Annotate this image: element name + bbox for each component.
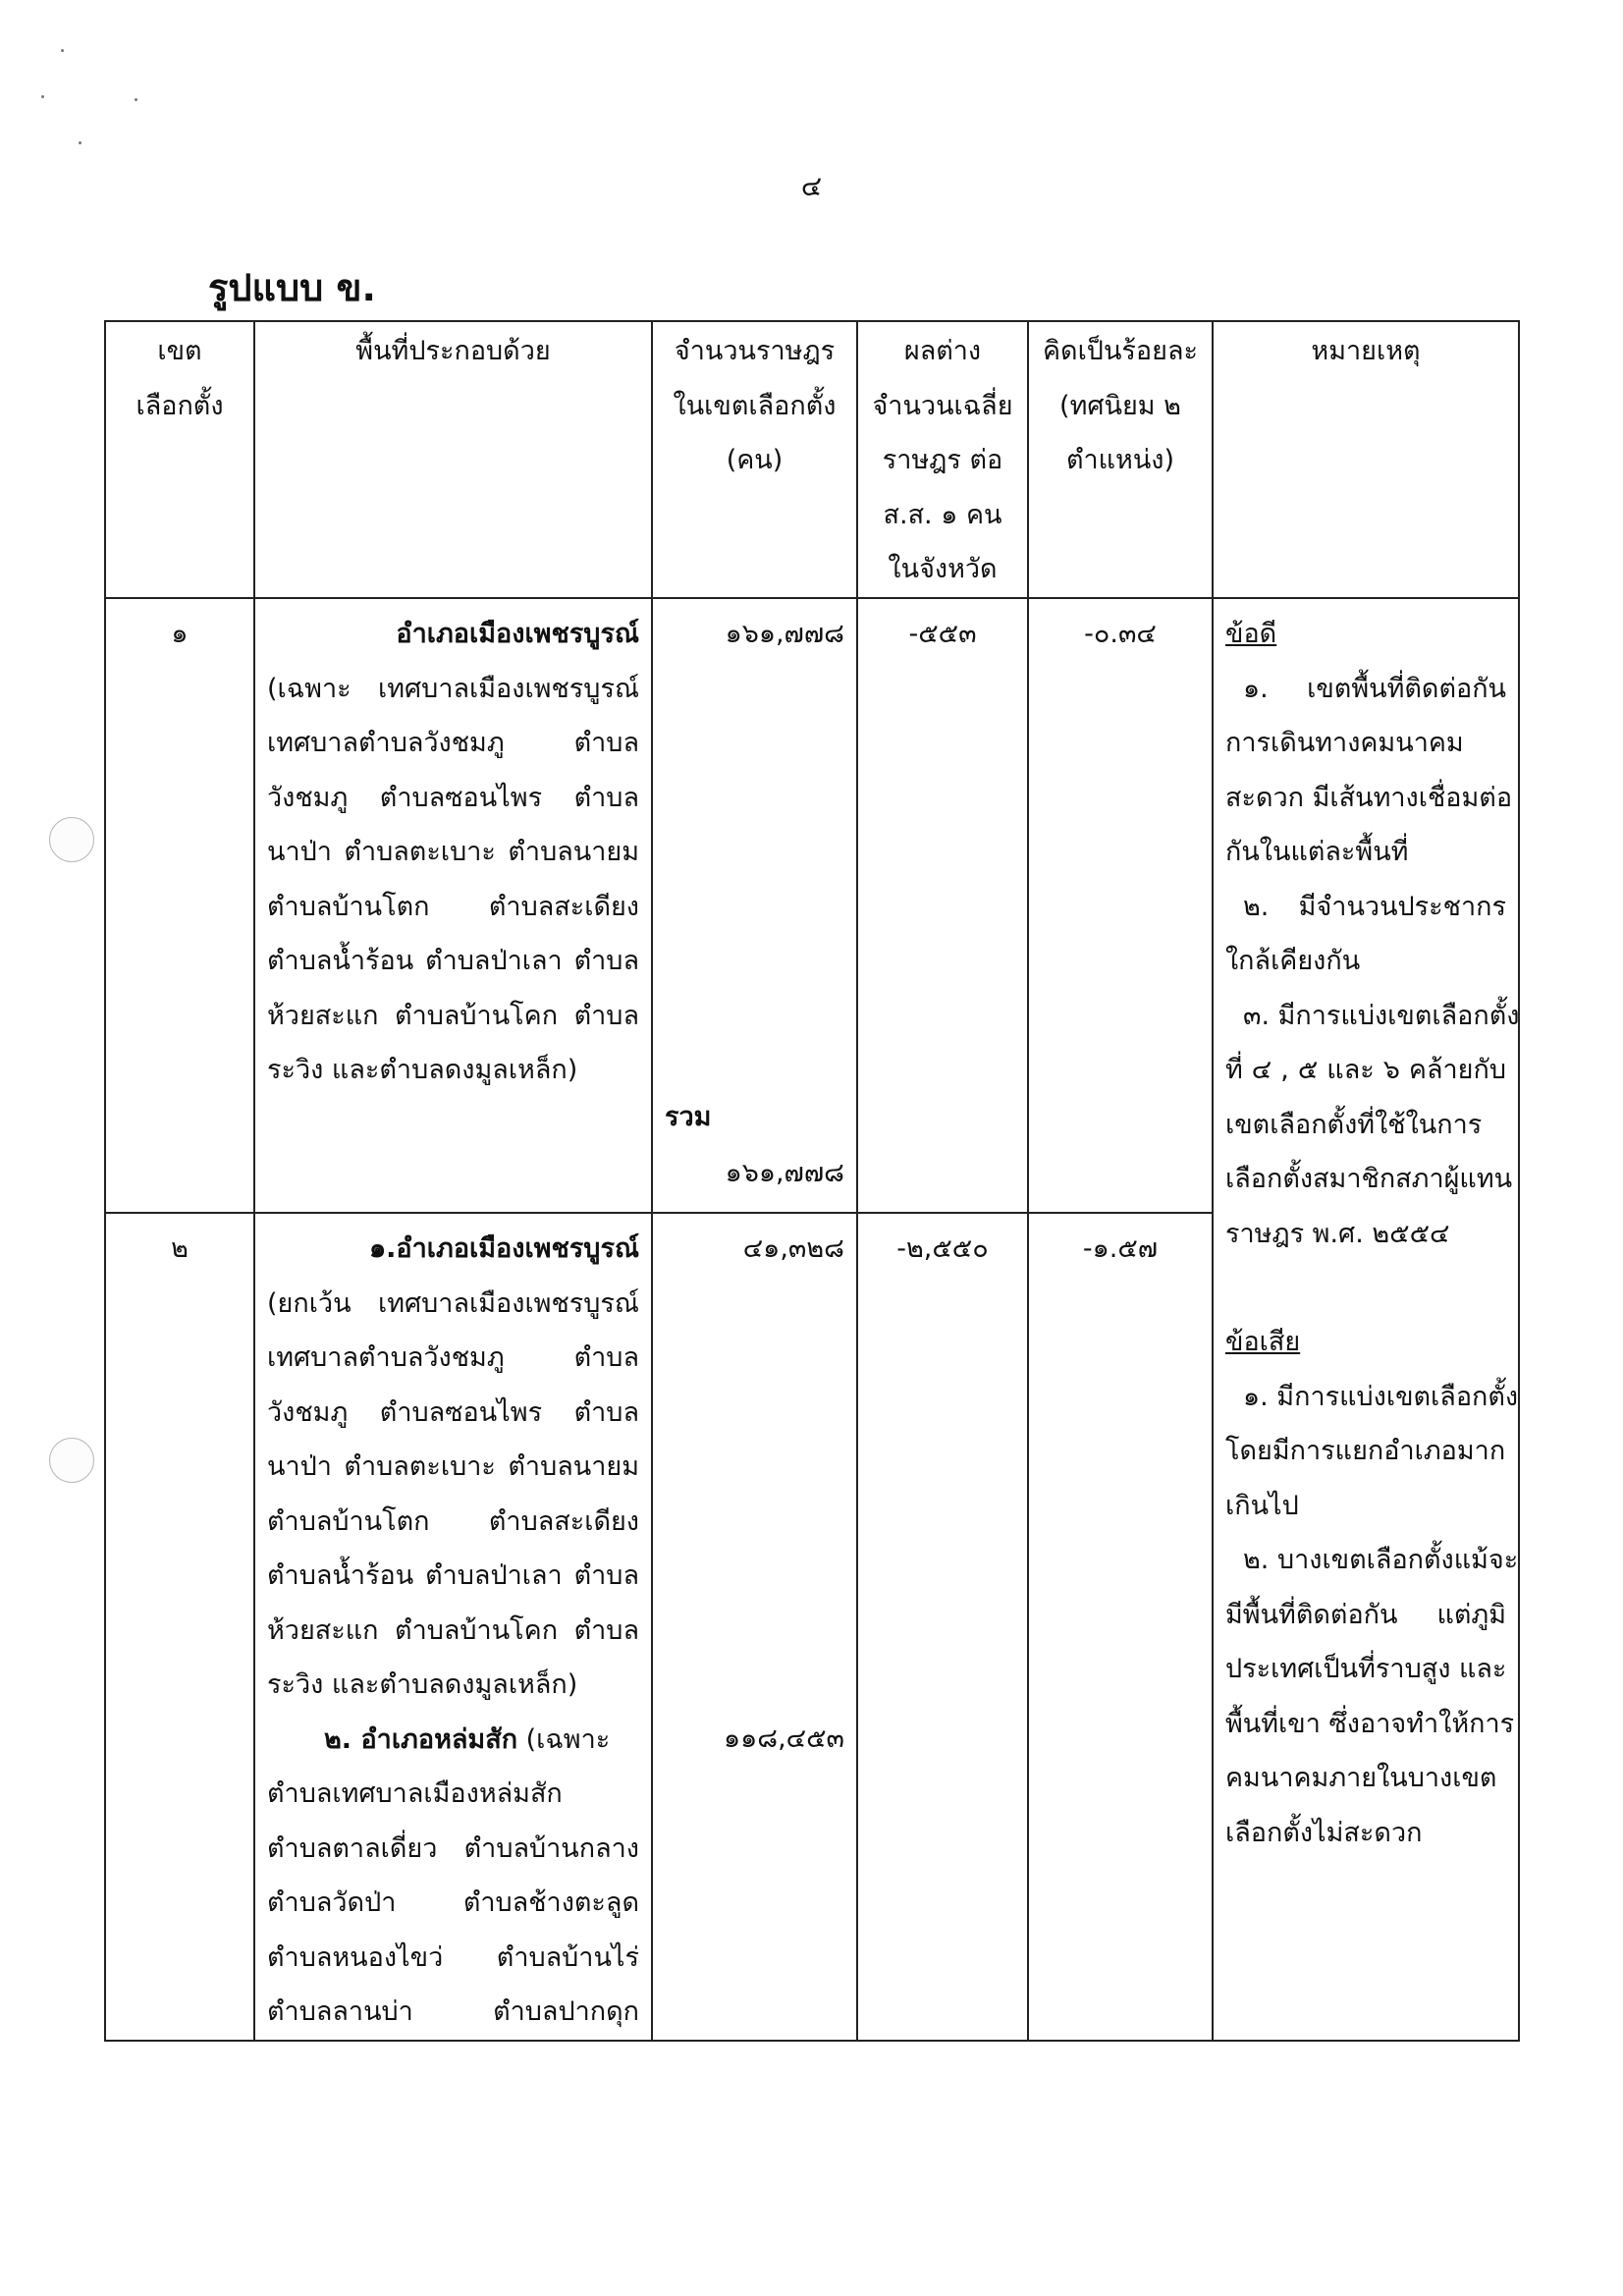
table-row xyxy=(105,598,1519,1213)
population-value: ๑๖๑,๗๗๘ xyxy=(725,619,844,649)
header-area: พื้นที่ประกอบด้วย xyxy=(254,321,652,598)
area2-title: ๒. อำเภอหล่มสัก (เฉพาะ xyxy=(324,1723,611,1755)
remarks-cell: ข้อดี ๑. เขตพื้นที่ติดต่อกัน การเดินทางคมนาคม สะดวก มีเส้นทางเชื่อมต่อ กันในแต่ละพื้นที่ ๒. มีจำนวนประชากร ใกล้เคียงกัน ๓. มีการแบ่งเขตเลือกตั้ง ที่ ๔ , ๕ และ ๖ คล้ายกับ เขตเลือกตั้งที่ใช้ในการ เลือกตั้งสมาชิกสภาผู้แทน ราษฎร พ.ศ. ๒๕๕๔ ข้อเสีย ๑. มีการแบ่งเขตเลือกตั้ง โดยมีการแยกอำเภอมาก เกินไป ๒. บางเขตเลือกตั้งแม้จะ มีพื้นที่ติดต่อกัน แต่ภูมิ ประเทศเป็นที่ราบสูง และ พื้นที่เขา ซึ่งอาจทำให้การ คมนาคมภายในบางเขต เลือกตั้งไม่สะดวก xyxy=(1213,598,1519,2041)
population-cell xyxy=(652,598,857,1213)
area-title: อำเภอเมืองเพชรบูรณ์ xyxy=(396,619,639,649)
table-header-row xyxy=(105,321,1519,598)
area-description: ๑.อำเภอเมืองเพชรบูรณ์ (ยกเว้น เทศบาลเมืองเพชรบูรณ์ เทศบาลตำบลวังชมภู ตำบล วังชมภู ตำบลซอนไพร ตำบล นาป่า ตำบลตะเบาะ ตำบลนายม ตำบลบ้านโตก ตำบลสะเดียง ตำบลน้ำร้อน ตำบลป่าเลา ตำบล ห้วยสะแก ตำบลบ้านโคก ตำบล ระวิง และตำบลดงมูลเหล็ก) ๒. อำเภอหล่มสัก (เฉพาะ ตำบลเทศบาลเมืองหล่มสัก ตำบลตาลเดี่ยว ตำบลบ้านกลาง ตำบลวัดป่า ตำบลช้างตะลูด ตำบลหนองไขว่ ตำบลบ้านไร่ ตำบลลานบ่า ตำบลปากดุก xyxy=(254,1213,652,2041)
header-district: เขต เลือกตั้ง xyxy=(105,321,254,598)
population-cell xyxy=(652,1213,857,2041)
header-remarks: หมายเหตุ xyxy=(1213,321,1519,598)
scan-speck xyxy=(61,49,64,52)
district-number: ๒ xyxy=(105,1213,254,2041)
pros-label: ข้อดี xyxy=(1225,619,1277,649)
difference-value: -๕๕๓ xyxy=(857,598,1028,1213)
header-percent: คิดเป็นร้อยละ (ทศนิยม ๒ ตำแหน่ง) xyxy=(1028,321,1213,598)
population-value: ๔๑,๓๒๘ xyxy=(742,1233,844,1264)
page-title: รูปแบบ ข. xyxy=(208,266,376,309)
punch-hole xyxy=(49,1438,94,1483)
scan-speck xyxy=(41,95,44,98)
district-number: ๑ xyxy=(105,598,254,1213)
scan-speck xyxy=(79,141,81,144)
scan-speck xyxy=(135,98,137,101)
header-population: จำนวนราษฎร ในเขตเลือกตั้ง (คน) xyxy=(652,321,857,598)
area-title: ๑.อำเภอเมืองเพชรบูรณ์ xyxy=(369,1233,639,1264)
header-difference: ผลต่าง จำนวนเฉลี่ย ราษฎร ต่อ ส.ส. ๑ คน ในจังหวัด xyxy=(857,321,1028,598)
area-description: อำเภอเมืองเพชรบูรณ์ (เฉพาะ เทศบาลเมืองเพชรบูรณ์ เทศบาลตำบลวังชมภู ตำบล วังชมภู ตำบลซอนไพร ตำบล นาป่า ตำบลตะเบาะ ตำบลนายม ตำบลบ้านโตก ตำบลสะเดียง ตำบลน้ำร้อน ตำบลป่าเลา ตำบล ห้วยสะแก ตำบลบ้านโคก ตำบล ระวิง และตำบลดงมูลเหล็ก) xyxy=(254,598,652,1213)
punch-hole xyxy=(49,817,94,862)
difference-value: -๒,๕๕๐ xyxy=(857,1213,1028,2041)
district-table xyxy=(104,320,1520,2042)
total-value: ๑๖๑,๗๗๘ xyxy=(725,1158,844,1188)
percent-value: -๐.๓๔ xyxy=(1028,598,1213,1213)
cons-label: ข้อเสีย xyxy=(1225,1327,1301,1357)
percent-value: -๑.๕๗ xyxy=(1028,1213,1213,2041)
page-number: ๔ xyxy=(800,170,823,202)
total-label: รวม xyxy=(665,1102,712,1132)
population-value-2: ๑๑๘,๔๕๓ xyxy=(723,1723,844,1754)
